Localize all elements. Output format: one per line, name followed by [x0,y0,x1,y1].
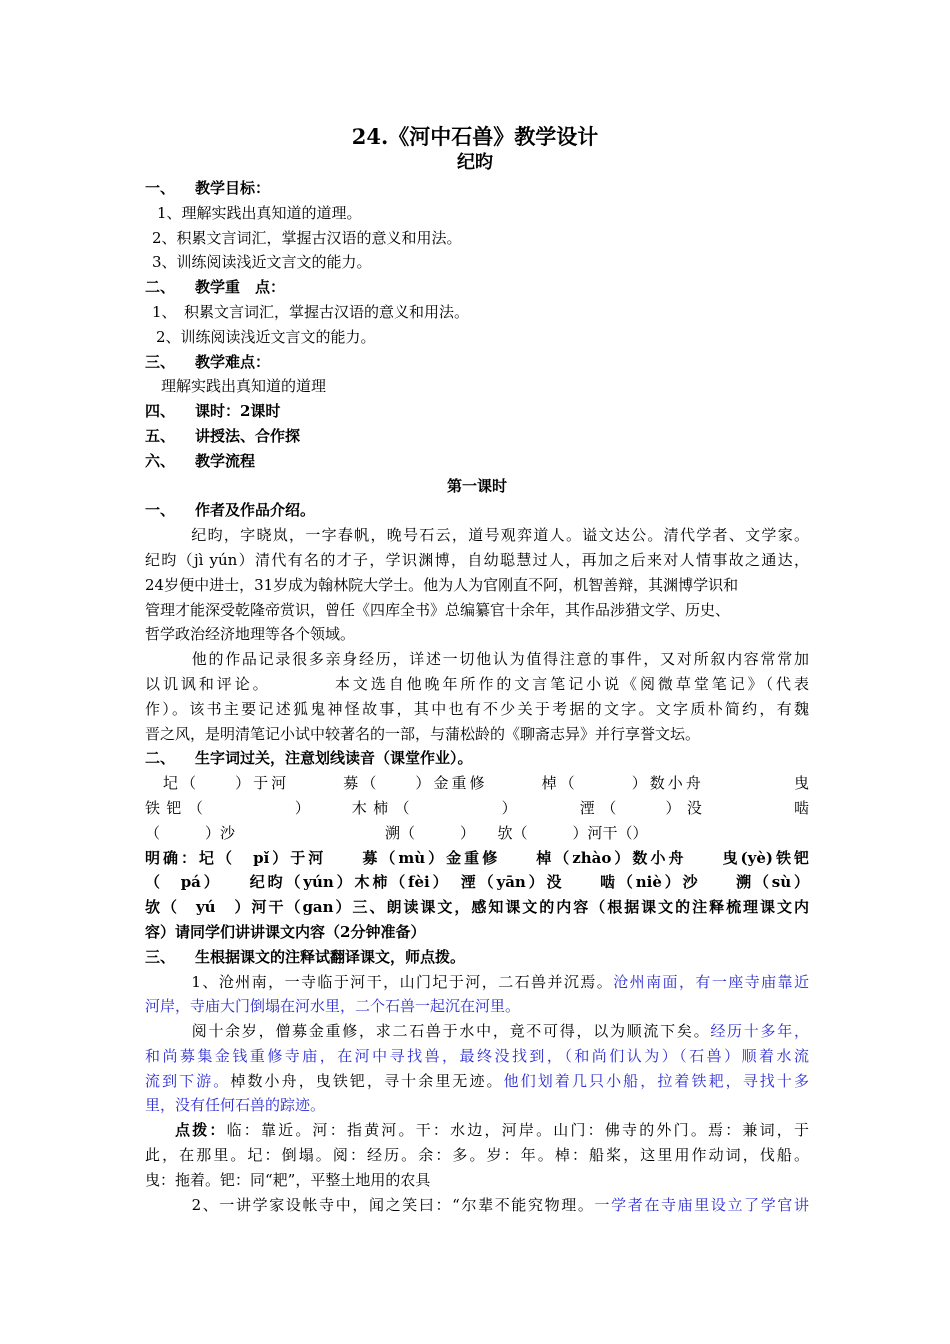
section-number: 一、 [145,179,176,197]
notes-line: 此，在那里。圮：倒塌。阅：经历。余：多。岁：年。棹：船桨，这里用作动词，伐船。 [145,1146,809,1165]
section-heading-5 [145,424,809,449]
difficulty-text: 理解实践出真知道的道理 [161,377,327,396]
page-title: 24.《河中石兽》教学设计 [351,124,599,149]
intro-line: 作）。该书主要记述狐鬼神怪故事，其中也有不少关于考据的文字。文字质朴简约，有魏 [145,699,809,718]
vocab-line: （ ）沙 溯（ ） 欤（ ）河干（） [145,823,648,842]
intro-line: 哲学政治经济地理等各个领域。 [145,625,356,644]
translation-text: 沧州南面，有一座寺庙靠近 [613,972,809,991]
step-number: 一、 [145,501,176,520]
section-number: 五、 [145,426,176,445]
step-heading-1 [145,498,809,523]
vocab-line: 铁钯（ ） 木柿（ ） 湮（ ）没 啮 [145,798,809,817]
intro-line: 纪昀（jì yún）清代有名的才子，学识渊博，自幼聪慧过人，再加之后来对人情事故之通达， [145,550,809,569]
notes-line: 曳：拖着。钯：同“耙”，平整土地用的农具 [145,1170,431,1189]
translation-text: 他们划着几只小船，拉着铁耙，寻找十多 [503,1071,809,1090]
step-heading-2 [145,746,809,771]
answer-line: （ pá） 纪昀（yún）木柿（fèi） 湮（yān）没 啮（niè）沙 溯（sù） [145,873,809,892]
lesson-heading: 第一课时 [446,476,507,495]
text-paragraph-3 [145,1193,809,1218]
notes-text: 临：靠近。河：指黄河。干：水边，河岸。山门：佛寺的外门。焉：兼词，于 [226,1121,809,1140]
answer-line: 欤（ yú ）河干（gan）三、朗读课文，感知课文的内容（根据课文的注释梳理课文内 [145,898,809,917]
section-label: 教学重 点： [195,278,286,297]
translation-line: 河岸，寺庙大门倒塌在河水里，二个石兽一起沉在河里。 [145,997,521,1016]
section-heading-3 [145,350,809,375]
section-heading-2 [145,275,809,300]
section-label: 教学流程 [195,451,256,470]
original-text: 棹数小舟，曳铁钯，寻十余里无迹。 [230,1071,504,1090]
translation-text: 经历十多年， [710,1022,809,1041]
section-heading-1 [145,176,809,201]
section-number: 四、 [145,402,176,421]
section-heading-4 [145,399,809,424]
section-number: 六、 [145,451,176,470]
intro-line: 他的作品记录很多亲身经历，详述一切他认为值得注意的事件，又对所叙内容常常加 [175,650,809,669]
intro-line: 管理才能深受乾隆帝赏识，曾任《四库全书》总编纂官十余年，其作品涉猎文学、历史、 [145,600,731,619]
step-label: 生根据课文的注释试翻译课文，师点拨。 [195,947,466,966]
intro-line: 纪昀，字晓岚，一字春帆，晚号石云，道号观弈道人。谥文达公。清代学者、文学家。 [175,526,809,545]
author-name: 纪昀 [457,152,493,173]
goal-item: 3、训练阅读浅近文言文的能力。 [152,253,372,272]
translation-line: 里，没有任何石兽的踪迹。 [145,1096,326,1115]
intro-line: 晋之风，是明清笔记小试中较著名的一部，与蒲松龄的《聊斋志异》并行享誉文坛。 [145,724,701,743]
vocab-line: 圮（ ）于河 募（ ）金重修 棹（ ）数小舟 曳 [145,774,809,793]
step-heading-3 [145,945,809,970]
text-line [145,1069,809,1094]
section-heading-6 [145,449,809,474]
step-number: 三、 [145,947,176,966]
document-body [145,176,809,1217]
translation-text: 流到下游。 [145,1071,231,1090]
step-label: 作者及作品介绍。 [195,501,316,520]
section-label: 课时：2课时 [195,402,281,421]
text-paragraph-1 [145,970,809,995]
key-point-item: 2、训练阅读浅近文言文的能力。 [156,327,376,346]
notes-label: 点拨： [175,1121,227,1140]
intro-line: 以讥讽和评论。 本文选自他晚年所作的文言笔记小说《阅微草堂笔记》（代表 [145,674,809,693]
section-label: 讲授法、合作探 [195,426,301,445]
goal-item: 1、理解实践出真知道的道理。 [157,203,362,222]
section-label: 教学目标： [195,179,271,197]
text-paragraph-2 [145,1019,809,1044]
step-label: 生字词过关，注意划线读音（课堂作业）。 [195,749,473,768]
section-number: 二、 [145,278,176,297]
section-number: 三、 [145,352,176,371]
notes-line [145,1118,809,1143]
original-text: 阅十余岁，僧募金重修，求二石兽于水中，竟不可得，以为顺流下矣。 [175,1022,711,1041]
original-text: 1、沧州南，一寺临于河干，山门圮于河，二石兽并沉焉。 [175,972,614,991]
answer-line: 容）请同学们讲讲课文内容（2分钟准备） [145,922,426,941]
step-number: 二、 [145,749,176,768]
section-label: 教学难点： [195,352,271,371]
translation-text: 一学者在寺庙里设立了学官讲 [594,1195,809,1214]
intro-line: 24岁便中进士，31岁成为翰林院大学士。他为人为官刚直不阿，机智善辩，其渊博学识和 [145,575,739,594]
key-point-item: 1、 积累文言词汇，掌握古汉语的意义和用法。 [152,302,470,321]
translation-line: 和尚募集金钱重修寺庙，在河中寻找兽，最终没找到，（和尚们认为）（石兽）顺着水流 [145,1046,809,1065]
original-text: 2、一讲学家设帐寺中，闻之笑曰：“尔辈不能究物理。 [175,1195,595,1214]
answer-line: 明确：圮（ pǐ）于河 募（mù）金重修 棹（zhào）数小舟 曳(yè)铁钯 [145,848,809,867]
goal-item: 2、积累文言词汇，掌握古汉语的意义和用法。 [152,228,462,247]
